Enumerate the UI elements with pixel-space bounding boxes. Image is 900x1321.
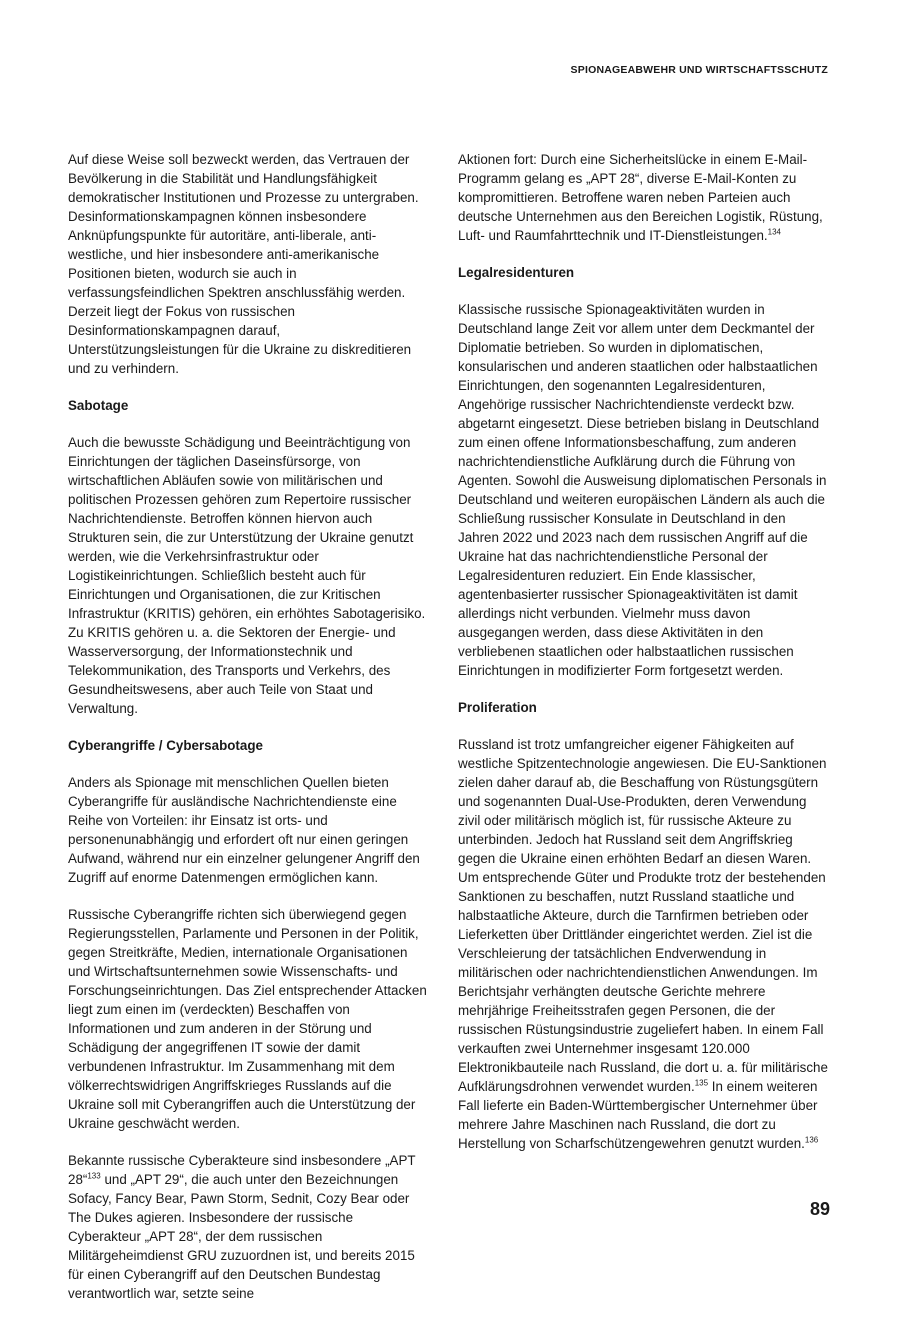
text-run: Russland ist trotz umfangreicher eigener Fähigkeiten auf westliche Spitzentechnologie angewiesen. Die EU-Sanktionen zielen daher darauf ab, die Beschaffung von Rüstungsgütern und sogenannten Dual-Use-Produkten, deren Verwendung zivil oder militärisch möglich ist, für russische Akteure zu unterbinden. Jedoch hat Russland seit dem Angriffskrieg gegen die Ukraine einen erhöhten Bedarf an diesen Waren. Um entsprechende Güter und Produkte trotz der bestehenden Sanktionen zu beschaffen, nutzt Russland staatliche und halbstaatliche Akteure, durch die Tarnfirmen betrieben oder Lieferketten über Drittländer eingerichtet werden. Ziel ist die Verschleierung der tatsächlichen Endverwendung in militärischen oder nachrichtendienstlichen Anwendungen. Im Berichtsjahr verhängten deutsche Gerichte mehrere mehrjährige Freiheitsstrafen gegen Personen, die der russischen Rüstungsindustrie zugeliefert haben. In einem Fall verkauften zwei Unternehmer insgesamt 120.000 Elektronikbauteile nach Russland, die dort u. a. für militärische Aufklärungsdrohnen verwendet wurden. [458, 737, 828, 1094]
paragraph-proliferation [458, 735, 830, 1153]
text-run: In einem weiteren Fall lieferte ein Baden-Württembergischer Unternehmer über mehrere Jahre Maschinen nach Russland, die dort zu Herstellung von Scharfschützengewehren genutzt wurden. [458, 1079, 818, 1151]
heading-legalresidenturen: Legalresidenturen [458, 265, 575, 280]
text-run: Aktionen fort: Durch eine Sicherheitslücke in einem E-Mail-Programm gelang es „APT 28“, diverse E-Mail-Konten zu kompromittieren. Betroffene waren neben Parteien auch deutsche Unternehmen aus den Bereichen Logistik, Rüstung, Luft- und Raumfahrttechnik und IT-Dienstleistungen. [458, 152, 823, 243]
heading-proliferation: Proliferation [458, 700, 537, 715]
left-column [68, 150, 428, 1321]
paragraph-cyber-vorteile: Anders als Spionage mit menschlichen Quellen bieten Cyberangriffe für ausländische Nachrichtendienste eine Reihe von Vorteilen: ihr Einsatz ist orts- und personenunabhängig und erfordert oft nur einen geringen Aufwand, während nur ein einzelner gelungener Angriff den Zugriff auf enorme Datenmengen ermöglichen kann. [68, 775, 420, 885]
paragraph-apt28-fortsetzung [458, 150, 830, 245]
paragraph-desinformation: Auf diese Weise soll bezweckt werden, das Vertrauen der Bevölkerung in die Stabilität und Handlungsfähigkeit demokratischer Institutionen und Prozesse zu untergraben. Desinformationskampagnen können insbesondere Anknüpfungspunkte für autoritäre, anti-liberale, anti-westliche, und hier insbesondere anti-amerikanische Positionen bieten, wodurch sie auch in verfassungsfeindlichen Spektren anschlussfähig werden. Derzeit liegt der Fokus von russischen Desinformationskampagnen darauf, Unterstützungsleistungen für die Ukraine zu diskreditieren und zu verhindern. [68, 152, 419, 376]
heading-cyberangriffe: Cyberangriffe / Cybersabotage [68, 738, 263, 753]
page-number: 89 [809, 1199, 830, 1219]
footnote-ref-133[interactable]: 133 [87, 1171, 101, 1181]
heading-sabotage: Sabotage [68, 398, 129, 413]
right-column [458, 150, 830, 1171]
footnote-ref-135[interactable]: 135 [694, 1078, 709, 1088]
text-run: Bekannte russische Cyberakteure sind insbesondere „APT 28“ [68, 1153, 416, 1187]
running-header: SPIONAGEABWEHR UND WIRTSCHAFTSSCHUTZ [570, 64, 828, 76]
paragraph-sabotage: Auch die bewusste Schädigung und Beeinträchtigung von Einrichtungen der täglichen Daseinsfürsorge, von wirtschaftlichen Abläufen sowie von militärischen und politischen Prozessen gehören zum Repertoire russischer Nachrichtendienste. Betroffen können hiervon auch Strukturen sein, die zur Unterstützung der Ukraine genutzt werden, wie die Verkehrsinfrastruktur oder Logistikeinrichtungen. Schließlich besteht auch für Einrichtungen und Organisationen, die zur Kritischen Infrastruktur (KRITIS) gehören, ein erhöhtes Sabotagerisiko. Zu KRITIS gehören u. a. die Sektoren der Energie- und Wasserversorgung, der Informationstechnik und Telekommunikation, des Transports und Verkehrs, des Gesundheitswesens, aber auch Teile von Staat und Verwaltung. [68, 435, 426, 716]
footnote-ref-136[interactable]: 136 [804, 1135, 819, 1145]
footnote-ref-134[interactable]: 134 [767, 227, 782, 237]
paragraph-legalresidenturen: Klassische russische Spionageaktivitäten wurden in Deutschland lange Zeit vor allem unter dem Deckmantel der Diplomatie betrieben. So wurden in diplomatischen, konsularischen und anderen staatlichen oder halbstaatlichen Einrichtungen, den sogenannten Legalresidenturen, Angehörige russischer Nachrichtendienste verdeckt bzw. abgetarnt eingesetzt. Diese betrieben bislang in Deutschland zum einen offene Informationsbeschaffung, zum anderen nachrichtendienstliche Aufklärung durch die Führung von Agenten. Sowohl die Ausweisung diplomatischen Personals in Deutschland und weiteren europäischen Ländern als auch die Schließung russischer Konsulate in Deutschland in den Jahren 2022 und 2023 nach dem russischen Angriff auf die Ukraine hat das nachrichtendienstliche Personal der Legalresidenturen reduziert. Ein Ende klassischer, agentenbasierter russischer Spionageaktivitäten ist damit allerdings nicht verbunden. Vielmehr muss davon ausgegangen werden, dass diese Aktivitäten in den verbliebenen staatlichen oder halbstaatlichen russischen Einrichtungen in modifizierter Form fortgesetzt werden. [458, 302, 827, 678]
text-run: und „APT 29“, die auch unter den Bezeichnungen Sofacy, Fancy Bear, Pawn Storm, Sednit, Cozy Bear oder The Dukes agieren. Insbesondere der russische Cyberakteur „APT 28“, der dem russischen Militärgeheimdienst GRU zuzuordnen ist, und bereits 2015 für einen Cyberangriff auf den Deutschen Bundestag verantwortlich war, setzte seine [68, 1172, 415, 1301]
paragraph-cyber-akteure [68, 1151, 428, 1303]
paragraph-cyber-ziele: Russische Cyberangriffe richten sich überwiegend gegen Regierungsstellen, Parlamente und Personen in der Politik, gegen Streitkräfte, Medien, internationale Organisationen und Wirtschaftsunternehmen sowie Wissenschafts- und Forschungseinrichtungen. Das Ziel entsprechender Attacken liegt zum einen im (verdeckten) Beschaffen von Informationen und zum anderen in der Störung und Schädigung der angegriffenen IT sowie der damit verbundenen Infrastruktur. Im Zusammenhang mit dem völkerrechtswidrigen Angriffskrieges Russlands auf die Ukraine soll mit Cyberangriffen auch die Unterstützung der Ukraine geschwächt werden. [68, 907, 427, 1131]
